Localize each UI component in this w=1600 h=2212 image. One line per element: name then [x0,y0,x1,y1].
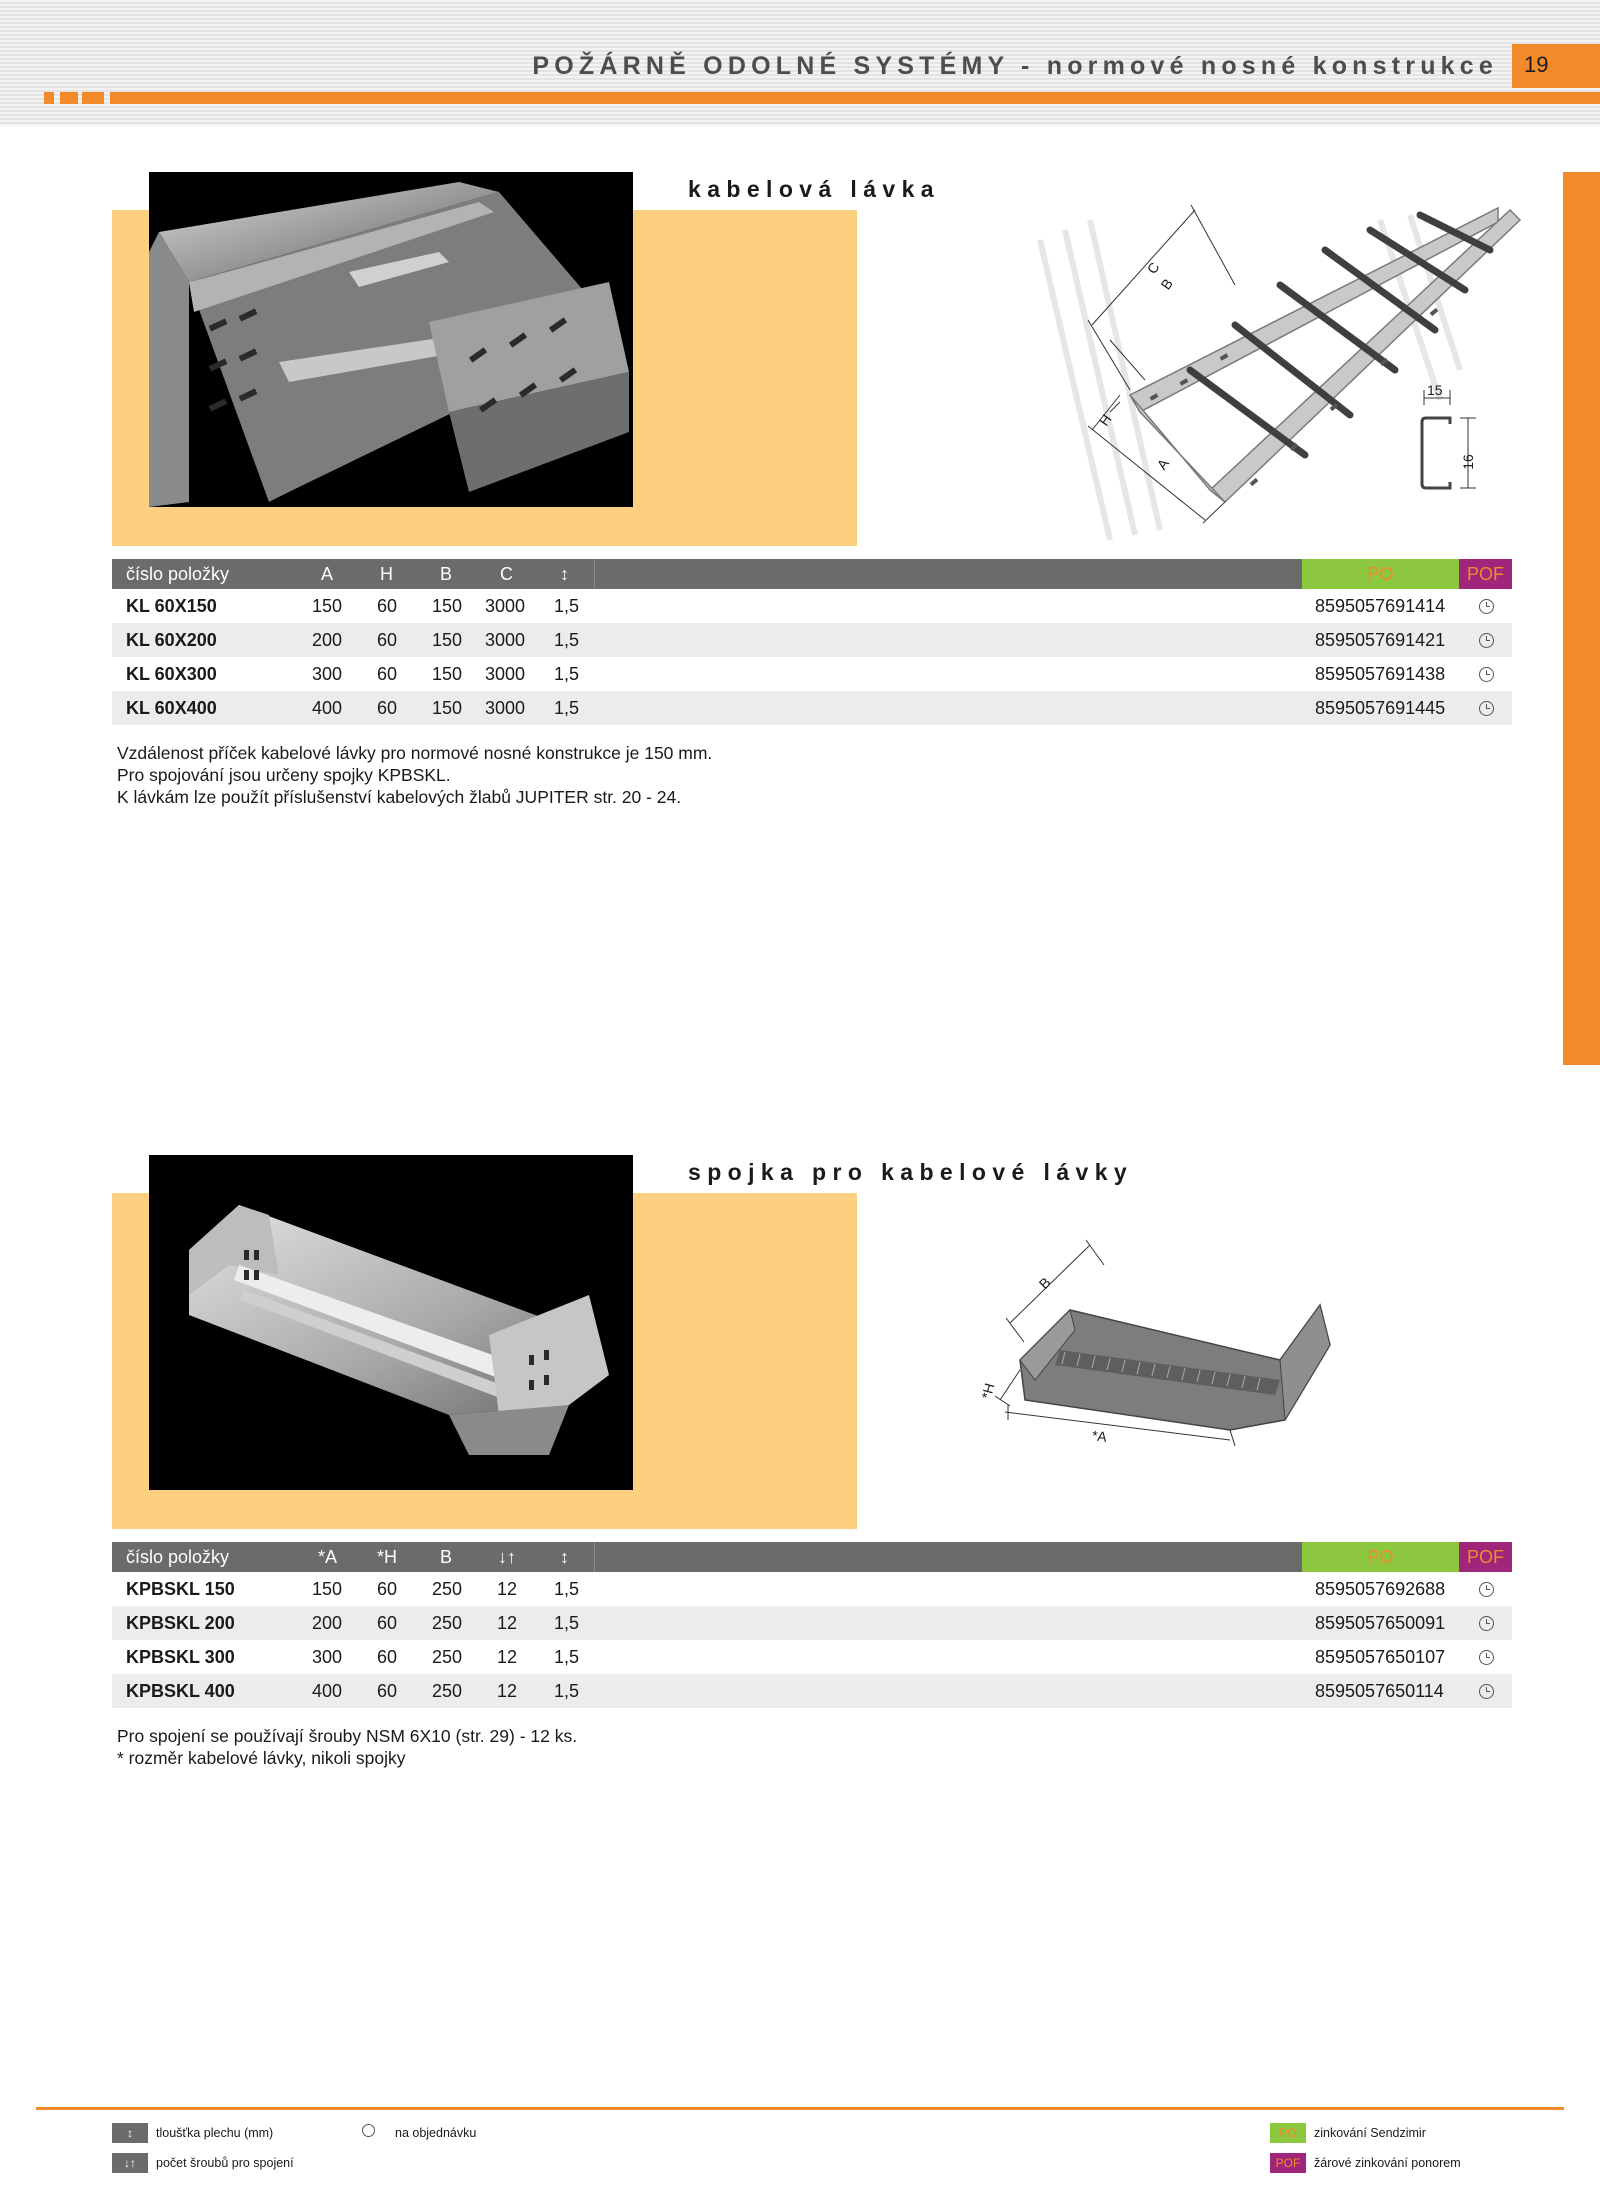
section-notes [117,1725,577,1769]
cell-a: 200 [312,630,343,650]
cable-ladder-drawing [1020,190,1540,560]
header-separator [594,559,595,589]
cell-c: 3000 [485,698,526,718]
cell-ean: 8595057650091 [1315,1613,1446,1633]
cell-a: 150 [312,596,343,616]
on-order-clock-icon [1479,1650,1494,1665]
dim-label-b: B [1035,1274,1054,1292]
dim-label-h: H [1095,411,1115,429]
cell-a: 150 [312,1579,343,1599]
dim-label-15: 15 [1427,382,1443,398]
col-header-h: *H [377,1547,398,1567]
item-code: KPBSKL 150 [126,1579,235,1599]
cell-screws: 12 [497,1647,518,1667]
product-table-kl [112,559,1512,725]
thickness-icon: ↕ [112,2123,148,2143]
note-line: Pro spojení se používají šrouby NSM 6X10 (str. 29) - 12 ks. [117,1726,578,1746]
item-code: KPBSKL 400 [126,1681,235,1701]
col-header-b: B [440,1547,453,1567]
dim-label-a: A [1153,455,1172,473]
col-header-a: *A [318,1547,338,1567]
on-order-clock-icon [1479,599,1494,614]
col-header-item: číslo položky [126,564,230,584]
col-header-pof: POF [1459,1542,1512,1572]
on-order-clock-icon [1479,667,1494,682]
note-line: * rozměr kabelové lávky, nikoli spojky [117,1748,406,1768]
cell-thickness: 1,5 [554,698,580,718]
cell-b: 150 [432,698,463,718]
cell-b: 150 [432,630,463,650]
cell-screws: 12 [497,1579,518,1599]
header-deco-block [82,92,104,104]
table-row [112,1606,1512,1640]
header-orange-line [110,92,1600,104]
cell-h: 60 [377,1647,398,1667]
col-header-h: H [380,564,393,584]
header-separator [594,1542,595,1572]
cell-ean: 8595057691438 [1315,664,1446,684]
col-header-item: číslo položky [126,1547,230,1567]
cell-a: 300 [312,664,343,684]
cell-b: 250 [432,1681,463,1701]
table-header [112,1542,1512,1572]
cell-h: 60 [377,1681,398,1701]
header-deco-block [44,92,54,104]
dim-label-b: B [1157,275,1176,293]
ladder-connector-photo [149,1155,633,1490]
cell-h: 60 [377,1613,398,1633]
dim-label-16: 16 [1459,454,1476,470]
cell-thickness: 1,5 [554,630,580,650]
product-table-kpbskl [112,1542,1512,1708]
table-row [112,691,1512,725]
cell-ean: 8595057691421 [1315,630,1446,650]
table-row [112,589,1512,623]
col-header-b: B [440,564,453,584]
cell-thickness: 1,5 [554,1613,580,1633]
table-row [112,1640,1512,1674]
dim-label-h: *H [978,1381,998,1401]
cell-a: 400 [312,698,343,718]
col-header-thickness: ↕ [560,564,569,584]
cell-a: 400 [312,1681,343,1701]
item-code: KL 60X150 [126,596,217,616]
side-orange-bar [1563,172,1600,1065]
cell-ean: 8595057650107 [1315,1647,1446,1667]
cell-a: 300 [312,1647,343,1667]
header-deco-block [60,92,78,104]
item-code: KL 60X200 [126,630,217,650]
cell-h: 60 [377,596,398,616]
page-number: 19 [1524,52,1549,77]
item-code: KL 60X300 [126,664,217,684]
cell-ean: 8595057692688 [1315,1579,1446,1599]
header-title-sub: normové nosné konstrukce [1046,52,1498,80]
cable-ladder-photo [149,172,633,507]
on-order-clock-icon [1479,1616,1494,1631]
section-notes [117,742,712,808]
cell-b: 250 [432,1579,463,1599]
col-header-thickness: ↕ [560,1547,569,1567]
legend-thickness-label: tloušťka plechu (mm) [156,2126,274,2140]
cell-thickness: 1,5 [554,1579,580,1599]
item-code: KPBSKL 300 [126,1647,235,1667]
cell-thickness: 1,5 [554,1681,580,1701]
section-title: spojka pro kabelové lávky [688,1159,1134,1185]
cell-thickness: 1,5 [554,664,580,684]
note-line: Pro spojování jsou určeny spojky KPBSKL. [117,765,451,785]
cell-ean: 8595057650114 [1315,1681,1444,1701]
cell-b: 150 [432,664,463,684]
cell-thickness: 1,5 [554,596,580,616]
on-order-clock-icon [1479,1684,1494,1699]
col-header-screws: ↓↑ [498,1547,516,1567]
legend-pof-badge: POF [1270,2153,1306,2173]
cell-a: 200 [312,1613,343,1633]
cell-c: 3000 [485,596,526,616]
col-header-po: PO [1302,559,1459,589]
connector-drawing [980,1230,1340,1470]
cell-ean: 8595057691414 [1315,596,1446,616]
cell-h: 60 [377,664,398,684]
on-order-clock-icon [1479,633,1494,648]
col-header-a: A [321,564,334,584]
legend-pof-label: žárové zinkování ponorem [1314,2156,1461,2170]
cell-b: 150 [432,596,463,616]
legend-po-badge: PO [1270,2123,1306,2143]
table-header [112,559,1512,589]
col-header-c: C [500,564,513,584]
table-row [112,657,1512,691]
note-line: Vzdálenost příček kabelové lávky pro normové nosné konstrukce je 150 mm. [117,743,713,763]
screws-icon: ↓↑ [112,2153,148,2173]
cell-h: 60 [377,630,398,650]
cell-screws: 12 [497,1613,518,1633]
cell-ean: 8595057691445 [1315,698,1446,718]
legend-order-label: na objednávku [395,2126,477,2140]
legend-screws-label: počet šroubů pro spojení [156,2156,294,2170]
on-order-clock-icon [1479,701,1494,716]
col-header-pof: POF [1459,559,1512,589]
cell-screws: 12 [497,1681,518,1701]
cell-thickness: 1,5 [554,1647,580,1667]
table-row [112,623,1512,657]
dim-label-c: C [1143,259,1163,277]
cell-b: 250 [432,1647,463,1667]
cell-c: 3000 [485,664,526,684]
cell-h: 60 [377,1579,398,1599]
section-title: kabelová lávka [688,176,940,202]
table-row [112,1674,1512,1708]
on-order-clock-icon [1479,1582,1494,1597]
header-title-main: POŽÁRNĚ ODOLNÉ SYSTÉMY - [532,52,1035,80]
footer-orange-line [36,2107,1564,2110]
col-header-po: PO [1302,1542,1459,1572]
page-header-title [532,52,1498,81]
dim-label-a: *A [1091,1427,1108,1445]
cell-h: 60 [377,698,398,718]
cell-b: 250 [432,1613,463,1633]
table-row [112,1572,1512,1606]
cell-c: 3000 [485,630,526,650]
clock-icon [362,2124,375,2137]
legend-po-label: zinkování Sendzimir [1314,2126,1426,2140]
note-line: K lávkám lze použít příslušenství kabelových žlabů JUPITER str. 20 - 24. [117,787,682,807]
item-code: KPBSKL 200 [126,1613,235,1633]
item-code: KL 60X400 [126,698,217,718]
